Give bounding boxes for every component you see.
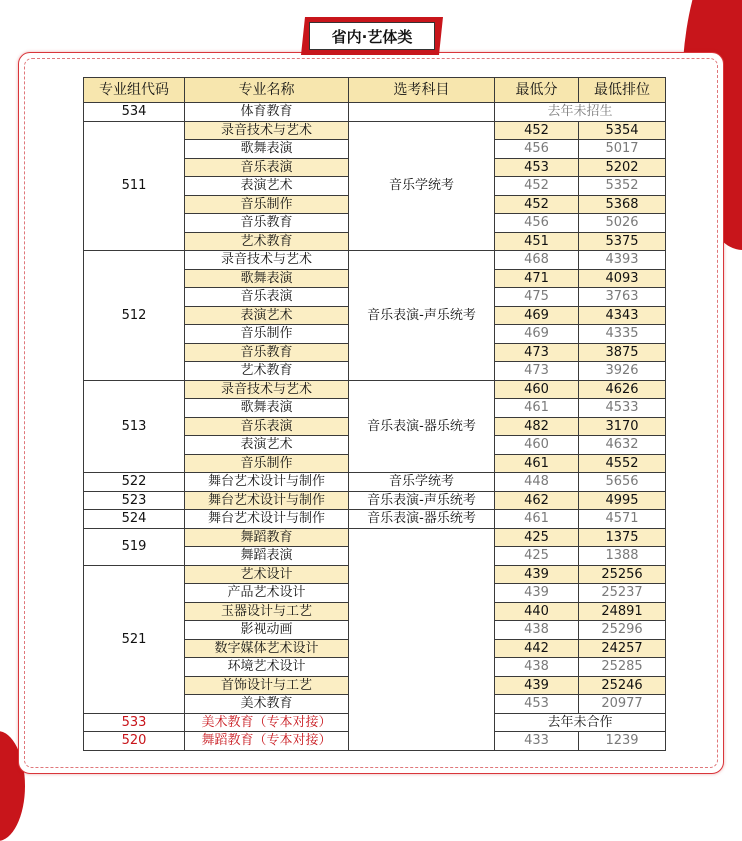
group-code-cell: 519	[84, 528, 185, 565]
min-rank-cell: 4093	[579, 269, 666, 288]
major-name-cell: 音乐制作	[185, 325, 349, 344]
title-banner	[303, 17, 441, 55]
header-major-name: 专业名称	[185, 78, 349, 103]
min-rank-cell: 25285	[579, 658, 666, 677]
major-name-cell: 表演艺术	[185, 306, 349, 325]
min-rank-cell: 25256	[579, 565, 666, 584]
table-row	[84, 510, 666, 529]
group-code-cell: 511	[84, 121, 185, 251]
major-name-cell: 表演艺术	[185, 436, 349, 455]
header-group-code: 专业组代码	[84, 78, 185, 103]
major-name-cell: 音乐表演	[185, 417, 349, 436]
min-score-cell: 439	[495, 584, 579, 603]
min-rank-cell: 3170	[579, 417, 666, 436]
min-score-cell: 452	[495, 195, 579, 214]
major-name-cell: 美术教育	[185, 695, 349, 714]
subject-cell-empty	[349, 528, 495, 750]
min-rank-cell: 3763	[579, 288, 666, 307]
min-rank-cell: 4995	[579, 491, 666, 510]
major-name-cell: 首饰设计与工艺	[185, 676, 349, 695]
major-name-cell: 舞台艺术设计与制作	[185, 473, 349, 492]
min-score-cell: 439	[495, 565, 579, 584]
header-subject: 选考科目	[349, 78, 495, 103]
group-code-cell: 520	[84, 732, 185, 751]
min-rank-cell: 5375	[579, 232, 666, 251]
min-score-cell: 461	[495, 510, 579, 529]
major-name-cell: 录音技术与艺术	[185, 380, 349, 399]
min-rank-cell: 25296	[579, 621, 666, 640]
min-score-cell: 448	[495, 473, 579, 492]
min-score-cell: 456	[495, 140, 579, 159]
group-code-cell: 521	[84, 565, 185, 713]
min-score-cell: 453	[495, 158, 579, 177]
major-name-cell: 舞蹈教育（专本对接）	[185, 732, 349, 751]
min-rank-cell: 5202	[579, 158, 666, 177]
major-name-cell: 音乐表演	[185, 288, 349, 307]
major-name-cell: 音乐教育	[185, 343, 349, 362]
min-score-cell: 471	[495, 269, 579, 288]
table-row	[84, 380, 666, 399]
min-rank-cell: 25237	[579, 584, 666, 603]
min-score-cell: 473	[495, 343, 579, 362]
group-code-cell: 534	[84, 103, 185, 122]
group-code-cell: 512	[84, 251, 185, 381]
major-name-cell: 产品艺术设计	[185, 584, 349, 603]
major-name-cell: 美术教育（专本对接）	[185, 713, 349, 732]
major-name-cell: 体育教育	[185, 103, 349, 122]
min-score-cell: 461	[495, 399, 579, 418]
min-score-cell: 439	[495, 676, 579, 695]
min-score-cell: 452	[495, 121, 579, 140]
min-rank-cell: 5656	[579, 473, 666, 492]
major-name-cell: 舞台艺术设计与制作	[185, 510, 349, 529]
min-score-cell: 461	[495, 454, 579, 473]
subject-cell: 音乐表演-器乐统考	[349, 380, 495, 473]
major-name-cell: 艺术教育	[185, 362, 349, 381]
min-score-cell: 475	[495, 288, 579, 307]
subject-cell: 音乐表演-声乐统考	[349, 251, 495, 381]
major-name-cell: 表演艺术	[185, 177, 349, 196]
min-rank-cell: 5017	[579, 140, 666, 159]
group-code-cell: 522	[84, 473, 185, 492]
min-rank-cell: 4393	[579, 251, 666, 270]
major-name-cell: 数字媒体艺术设计	[185, 639, 349, 658]
min-rank-cell: 1375	[579, 528, 666, 547]
major-name-cell: 环境艺术设计	[185, 658, 349, 677]
group-code-cell: 523	[84, 491, 185, 510]
table-row	[84, 528, 666, 547]
min-rank-cell: 24891	[579, 602, 666, 621]
min-rank-cell: 4571	[579, 510, 666, 529]
min-rank-cell: 1388	[579, 547, 666, 566]
table-header-row	[84, 78, 666, 103]
merged-note-cell: 去年未招生	[495, 103, 666, 122]
min-score-cell: 433	[495, 732, 579, 751]
major-name-cell: 音乐表演	[185, 158, 349, 177]
min-score-cell: 453	[495, 695, 579, 714]
min-rank-cell: 20977	[579, 695, 666, 714]
major-name-cell: 歌舞表演	[185, 140, 349, 159]
header-min-score: 最低分	[495, 78, 579, 103]
min-score-cell: 425	[495, 547, 579, 566]
table-row	[84, 491, 666, 510]
major-name-cell: 歌舞表演	[185, 399, 349, 418]
min-rank-cell: 5354	[579, 121, 666, 140]
group-code-cell: 533	[84, 713, 185, 732]
subject-cell: 音乐表演-声乐统考	[349, 491, 495, 510]
min-score-cell: 451	[495, 232, 579, 251]
min-score-cell: 456	[495, 214, 579, 233]
min-rank-cell: 24257	[579, 639, 666, 658]
min-rank-cell: 3875	[579, 343, 666, 362]
min-score-cell: 469	[495, 306, 579, 325]
major-name-cell: 录音技术与艺术	[185, 251, 349, 270]
subject-cell: 音乐表演-器乐统考	[349, 510, 495, 529]
min-score-cell: 452	[495, 177, 579, 196]
header-min-rank: 最低排位	[579, 78, 666, 103]
min-rank-cell: 4533	[579, 399, 666, 418]
table-body	[84, 103, 666, 751]
min-score-cell: 425	[495, 528, 579, 547]
min-score-cell: 469	[495, 325, 579, 344]
table-row	[84, 473, 666, 492]
major-name-cell: 艺术教育	[185, 232, 349, 251]
major-name-cell: 音乐制作	[185, 195, 349, 214]
page-title: 省内·艺体类	[309, 22, 435, 50]
min-rank-cell: 5368	[579, 195, 666, 214]
min-rank-cell: 1239	[579, 732, 666, 751]
min-rank-cell: 5026	[579, 214, 666, 233]
subject-cell: 音乐学统考	[349, 121, 495, 251]
group-code-cell: 524	[84, 510, 185, 529]
table-row	[84, 251, 666, 270]
major-name-cell: 歌舞表演	[185, 269, 349, 288]
min-rank-cell: 4335	[579, 325, 666, 344]
major-name-cell: 舞台艺术设计与制作	[185, 491, 349, 510]
group-code-cell: 513	[84, 380, 185, 473]
major-name-cell: 音乐教育	[185, 214, 349, 233]
score-table	[83, 77, 666, 751]
min-score-cell: 468	[495, 251, 579, 270]
min-rank-cell: 4632	[579, 436, 666, 455]
subject-cell-empty	[349, 103, 495, 122]
major-name-cell: 录音技术与艺术	[185, 121, 349, 140]
min-score-cell: 442	[495, 639, 579, 658]
major-name-cell: 艺术设计	[185, 565, 349, 584]
major-name-cell: 舞蹈教育	[185, 528, 349, 547]
major-name-cell: 舞蹈表演	[185, 547, 349, 566]
merged-note-cell: 去年未合作	[495, 713, 666, 732]
min-score-cell: 438	[495, 658, 579, 677]
min-rank-cell: 4343	[579, 306, 666, 325]
min-rank-cell: 4552	[579, 454, 666, 473]
min-score-cell: 440	[495, 602, 579, 621]
min-rank-cell: 25246	[579, 676, 666, 695]
min-score-cell: 460	[495, 380, 579, 399]
table-row	[84, 103, 666, 122]
min-rank-cell: 4626	[579, 380, 666, 399]
major-name-cell: 音乐制作	[185, 454, 349, 473]
min-rank-cell: 5352	[579, 177, 666, 196]
major-name-cell: 玉器设计与工艺	[185, 602, 349, 621]
min-score-cell: 473	[495, 362, 579, 381]
min-score-cell: 482	[495, 417, 579, 436]
table-row	[84, 121, 666, 140]
major-name-cell: 影视动画	[185, 621, 349, 640]
min-score-cell: 462	[495, 491, 579, 510]
min-score-cell: 460	[495, 436, 579, 455]
min-score-cell: 438	[495, 621, 579, 640]
subject-cell: 音乐学统考	[349, 473, 495, 492]
min-rank-cell: 3926	[579, 362, 666, 381]
